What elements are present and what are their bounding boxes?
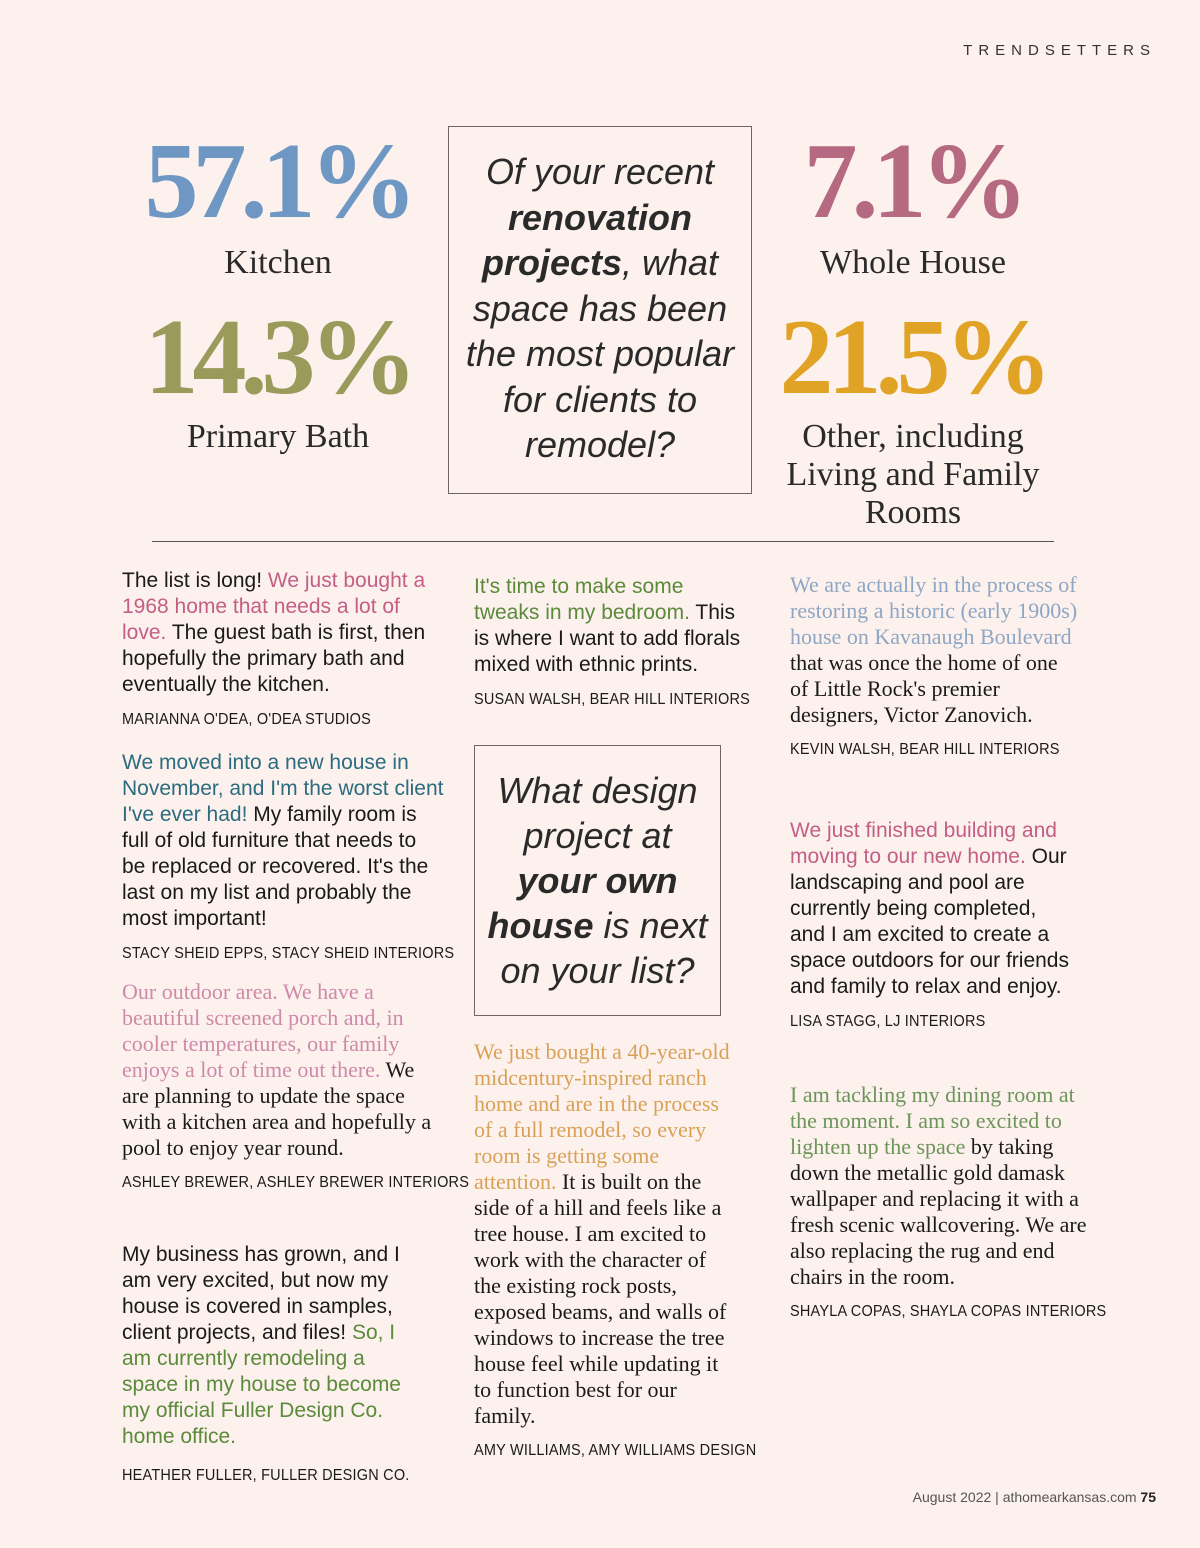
quote-text: My business has grown, and I am very excited, but now my house is covered in samples, client projects, and files! So, I am currently remodeling a space in my house to become my official Fuller Design Co. home office. [122, 1243, 401, 1448]
stat-percent: 21.5% [779, 298, 1047, 417]
quote-attribution: SHAYLA COPAS, SHAYLA COPAS INTERIORS [790, 1303, 1107, 1321]
website-link[interactable]: athomearkansas.com [1002, 1489, 1137, 1505]
quote-block [122, 568, 442, 728]
footer-divider: | [995, 1489, 999, 1505]
question-text: is next on your list? [500, 905, 708, 991]
page-footer [913, 1489, 1156, 1505]
quote-block [790, 818, 1070, 1030]
quote-block [474, 1039, 757, 1460]
quote-text: The list is long! We just bought a 1968 home that needs a lot of love. The guest bath is first, then hopefully the primary bath and eventually the kitchen. [122, 569, 426, 696]
question-emphasis: your own house [487, 860, 678, 946]
stat-primary-bath [134, 298, 422, 456]
quote-block [122, 979, 470, 1192]
quote-attribution: MARIANNA O'DEA, O'DEA STUDIOS [122, 711, 372, 729]
stat-percent: 7.1% [803, 122, 1023, 241]
quote-block [790, 572, 1080, 758]
quote-attribution: LISA STAGG, LJ INTERIORS [790, 1013, 986, 1031]
section-label: TRENDSETTERS [963, 42, 1156, 59]
quote-block [790, 1082, 1107, 1321]
quote-text: We are actually in the process of restoring a historic (early 1900s) house on Kavanaugh Boulevard that was once the home of one of Little Rock's premier designers, Victor Zanovich. [790, 572, 1078, 727]
quote-attribution: HEATHER FULLER, FULLER DESIGN CO. [122, 1467, 410, 1485]
issue-date: August 2022 [912, 1489, 992, 1505]
stat-label: Primary Bath [186, 418, 370, 455]
quote-attribution: STACY SHEID EPPS, STACY SHEID INTERIORS [122, 945, 455, 963]
quote-text: We moved into a new house in November, and I'm the worst client I've ever had! My family room is full of old furniture that needs to be replaced or recovered. It's the last on my list and probably the most important! [122, 751, 444, 930]
quote-attribution: ASHLEY BREWER, ASHLEY BREWER INTERIORS [122, 1174, 470, 1192]
stat-percent: 14.3% [144, 298, 412, 417]
stat-percent: 57.1% [144, 122, 412, 241]
page-number: 75 [1140, 1489, 1156, 1505]
quote-text: It's time to make some tweaks in my bedroom. This is where I want to add florals mixed with ethnic prints. [474, 575, 741, 676]
stat-label: Other, including Living and Family Rooms [786, 418, 1040, 531]
quote-text: We just bought a 40-year-old midcentury-inspired ranch home and are in the process of a full remodel, so every room is getting some attention. It is built on the side of a hill and feels like a tree house. I am excited to work with the character of the existing rock posts, exposed beams, and walls of windows to increase the tree house feel while updating it to function best for our family. [474, 1039, 730, 1428]
stat-kitchen [140, 122, 416, 282]
question-text: What design project at [497, 770, 698, 856]
survey-question-box [474, 745, 721, 1016]
quote-attribution: AMY WILLIAMS, AMY WILLIAMS DESIGN [474, 1442, 757, 1460]
stat-label: Whole House [819, 244, 1006, 281]
stat-label: Kitchen [224, 244, 332, 281]
divider [152, 541, 1054, 542]
quote-text: Our outdoor area. We have a beautiful screened porch and, in cooler temperatures, our family enjoys a lot of time out there. We are planning to update the space with a kitchen area and hopefully a pool to enjoy year round. [122, 979, 432, 1160]
question-text: Of your recent [485, 151, 715, 192]
question-text: , what space has been the most popular for clients to remodel? [465, 242, 735, 465]
quote-text: We just finished building and moving to our new home. Our landscaping and pool are currently being completed, and I am excited to create a space outdoors for our friends and family to relax and enjoy. [790, 819, 1069, 998]
stat-other [770, 298, 1056, 532]
stat-whole-house [770, 122, 1056, 282]
quote-block [122, 750, 455, 963]
quote-block [474, 574, 751, 709]
survey-question-box [448, 126, 752, 494]
question-emphasis: renovation projects [481, 196, 693, 283]
quote-block [122, 1242, 418, 1484]
quote-attribution: KEVIN WALSH, BEAR HILL INTERIORS [790, 741, 1060, 759]
quote-attribution: SUSAN WALSH, BEAR HILL INTERIORS [474, 691, 751, 709]
quote-text: I am tackling my dining room at the moment. I am so excited to lighten up the space by taking down the metallic gold damask wallpaper and replacing it with a fresh scenic wallcovering. We are also replacing the rug and end chairs in the room. [790, 1082, 1087, 1289]
